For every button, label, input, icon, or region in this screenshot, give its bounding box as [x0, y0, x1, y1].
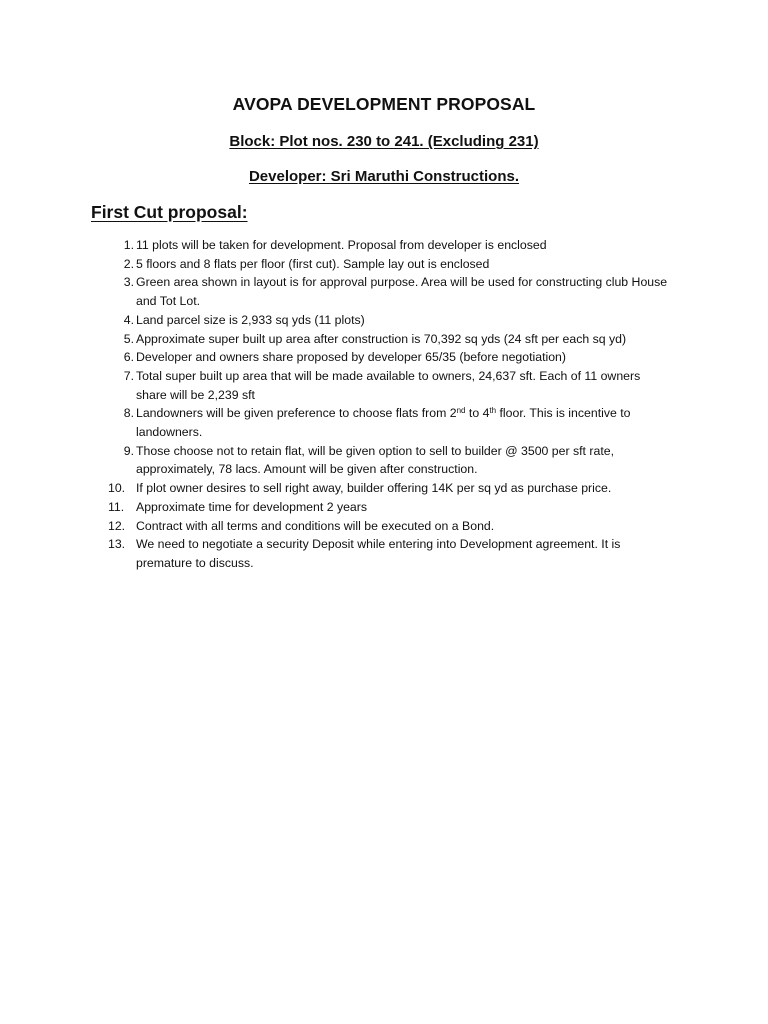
list-item: [91, 367, 671, 404]
list-item-text: Approximate time for development 2 years: [136, 499, 368, 514]
list-item: [91, 442, 671, 479]
list-item-text: Approximate super built up area after construction is 70,392 sq yds (24 sft per each sq yd): [136, 331, 627, 346]
list-item: [91, 236, 671, 255]
document-title: AVOPA DEVELOPMENT PROPOSAL: [232, 94, 536, 114]
block-line-text: Block: Plot nos. 230 to 241. (Excluding 231): [229, 133, 539, 150]
block-line: [0, 133, 768, 150]
list-item: [91, 535, 671, 572]
list-item-text: Total super built up area that will be made available to owners, 24,637 sft. Each of 11 owners share will be 2,239 sft: [136, 368, 641, 402]
list-item-text: Developer and owners share proposed by developer 65/35 (before negotiation): [136, 350, 566, 365]
list-item-text-part-c: floor. This is incentive to landowners.: [136, 406, 631, 440]
section-heading: [91, 202, 248, 223]
developer-line: [0, 168, 768, 185]
list-item: [91, 404, 671, 441]
developer-line-text: Developer: Sri Maruthi Constructions.: [248, 168, 520, 185]
list-item-number: 1.: [123, 238, 134, 252]
section-heading-text: First Cut proposal:: [91, 202, 248, 222]
list-item: [91, 311, 671, 330]
list-item-text: If plot owner desires to sell right away, builder offering 14K per sq yd as purchase price.: [136, 481, 612, 496]
list-item: [91, 348, 671, 367]
list-item: [91, 255, 671, 274]
list-item-number: 3.: [123, 275, 134, 290]
list-item-text: 5 floors and 8 flats per floor (first cut). Sample lay out is enclosed: [136, 256, 490, 271]
list-item-text: Land parcel size is 2,933 sq yds (11 plots): [136, 312, 365, 327]
list-item-number: 13.: [108, 537, 126, 552]
list-item-number: 2.: [123, 256, 134, 271]
ordinal-superscript: nd: [456, 406, 466, 416]
list-item-text: 11 plots will be taken for development. Proposal from developer is enclosed: [136, 238, 547, 252]
list-item-number: 9.: [123, 443, 134, 458]
list-item-number: 7.: [123, 368, 134, 383]
list-item-number: 12.: [108, 518, 126, 533]
list-item-text: Green area shown in layout is for approval purpose. Area will be used for constructing club House and Tot Lot.: [136, 275, 668, 309]
list-item: [91, 330, 671, 349]
list-item-number: 5.: [123, 331, 134, 346]
list-item-number: 4.: [123, 312, 134, 327]
list-item-number: 8.: [123, 406, 134, 421]
ordinal-superscript: th: [489, 406, 497, 416]
list-item-number: 11.: [108, 499, 125, 514]
list-item-number: 6.: [123, 350, 134, 365]
list-item-text: Those choose not to retain flat, will be given option to sell to builder @ 3500 per sft rate, approximately, 78 lacs. Amount will be given after construction.: [136, 443, 614, 477]
list-item-text: We need to negotiate a security Deposit while entering into Development agreement. It is premature to discuss.: [136, 537, 621, 570]
list-item: [91, 273, 671, 310]
proposal-list: [91, 236, 671, 573]
list-item: [91, 517, 671, 536]
list-item: [91, 498, 671, 517]
list-item-text-part-a: Landowners will be given preference to choose flats from 2: [136, 406, 457, 421]
list-item-text: Contract with all terms and conditions will be executed on a Bond.: [136, 518, 495, 533]
list-item-text-part-b: to 4: [465, 406, 490, 421]
list-item-number: 10.: [108, 481, 126, 496]
list-item: [91, 479, 671, 498]
